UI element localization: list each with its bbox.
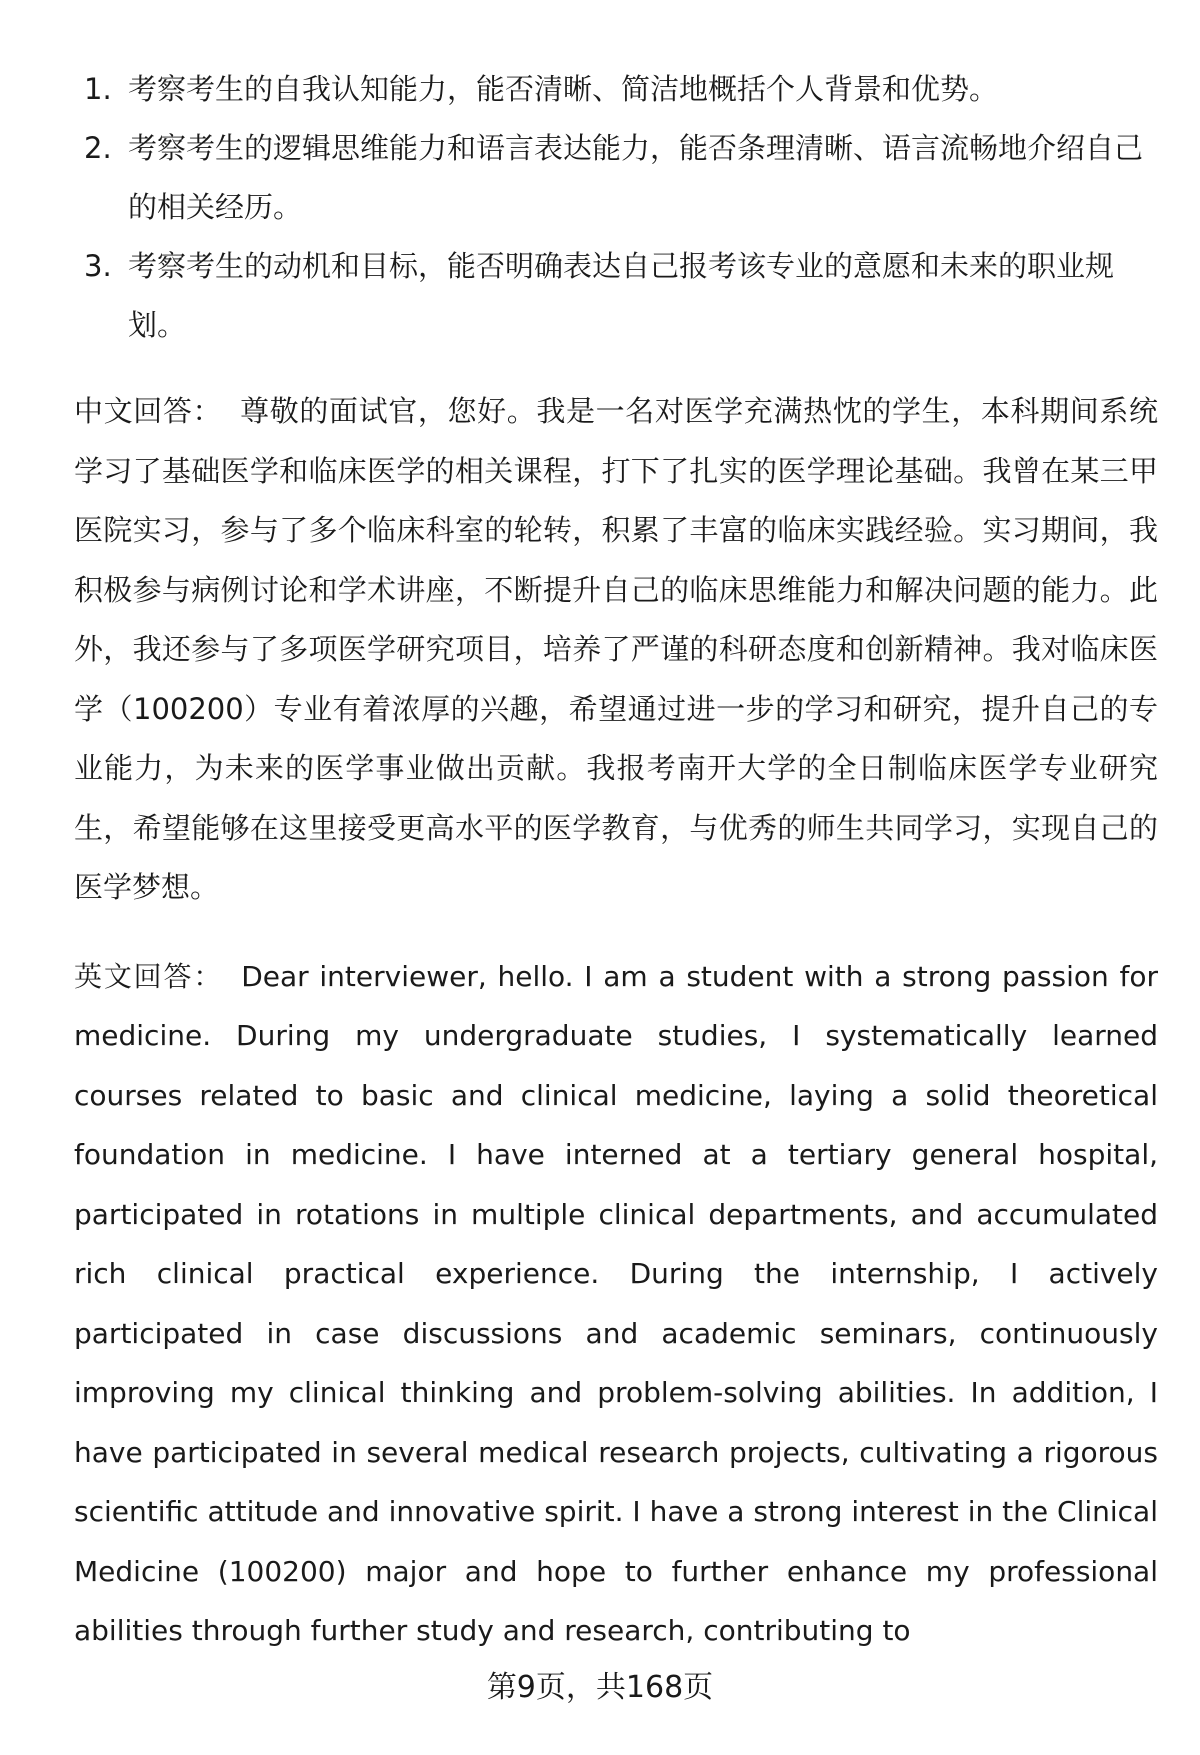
chinese-answer-paragraph [74, 382, 1158, 918]
criteria-number: 3. [84, 249, 112, 283]
english-answer-label: 英文回答： [74, 959, 224, 993]
criteria-number: 1. [84, 72, 112, 106]
criteria-text: 考察考生的动机和目标，能否明确表达自己报考该专业的意愿和未来的职业规划。 [128, 249, 1115, 342]
english-answer-text: Dear interviewer, hello. I am a student with a strong passion for medicine. During my undergraduate studies, I systematically learned courses related to basic and clinical medicine, laying a solid theoretical foundation in medicine. I have interned at a tertiary general hospital, participated in rotations in multiple clinical departments, and accumulated rich clinical practical experience. During the internship, I actively participated in case discussions and academic seminars, continuously improving my clinical thinking and problem-solving abilities. In addition, I have participated in several medical research projects, cultivating a rigorous scientific attitude and innovative spirit. I have a strong interest in the Clinical Medicine (100200) major and hope to further enhance my professional abilities through further study and research, contributing to [74, 959, 1158, 1647]
page-number-footer: 第9页，共168页 [486, 1670, 714, 1705]
criteria-number: 2. [84, 131, 112, 165]
criteria-list [74, 60, 1158, 355]
criteria-text: 考察考生的逻辑思维能力和语言表达能力，能否条理清晰、语言流畅地介绍自己的相关经历。 [128, 131, 1144, 224]
criteria-item [74, 237, 1158, 355]
criteria-text: 考察考生的自我认知能力，能否清晰、简洁地概括个人背景和优势。 [128, 72, 999, 106]
chinese-answer-label: 中文回答： [74, 394, 223, 428]
chinese-answer-text: 尊敬的面试官，您好。我是一名对医学充满热忱的学生，本科期间系统学习了基础医学和临床医学的相关课程，打下了扎实的医学理论基础。我曾在某三甲医院实习，参与了多个临床科室的轮转，积累了丰富的临床实践经验。实习期间，我积极参与病例讨论和学术讲座，不断提升自己的临床思维能力和解决问题的能力。此外，我还参与了多项医学研究项目，培养了严谨的科研态度和创新精神。我对临床医学（100200）专业有着浓厚的兴趣，希望通过进一步的学习和研究，提升自己的专业能力，为未来的医学事业做出贡献。我报考南开大学的全日制临床医学专业研究生，希望能够在这里接受更高水平的医学教育，与优秀的师生共同学习，实现自己的医学梦想。 [74, 394, 1158, 904]
english-answer-paragraph [74, 947, 1158, 1661]
page-content [74, 60, 1158, 1661]
criteria-item [74, 60, 1158, 119]
criteria-item [74, 119, 1158, 237]
